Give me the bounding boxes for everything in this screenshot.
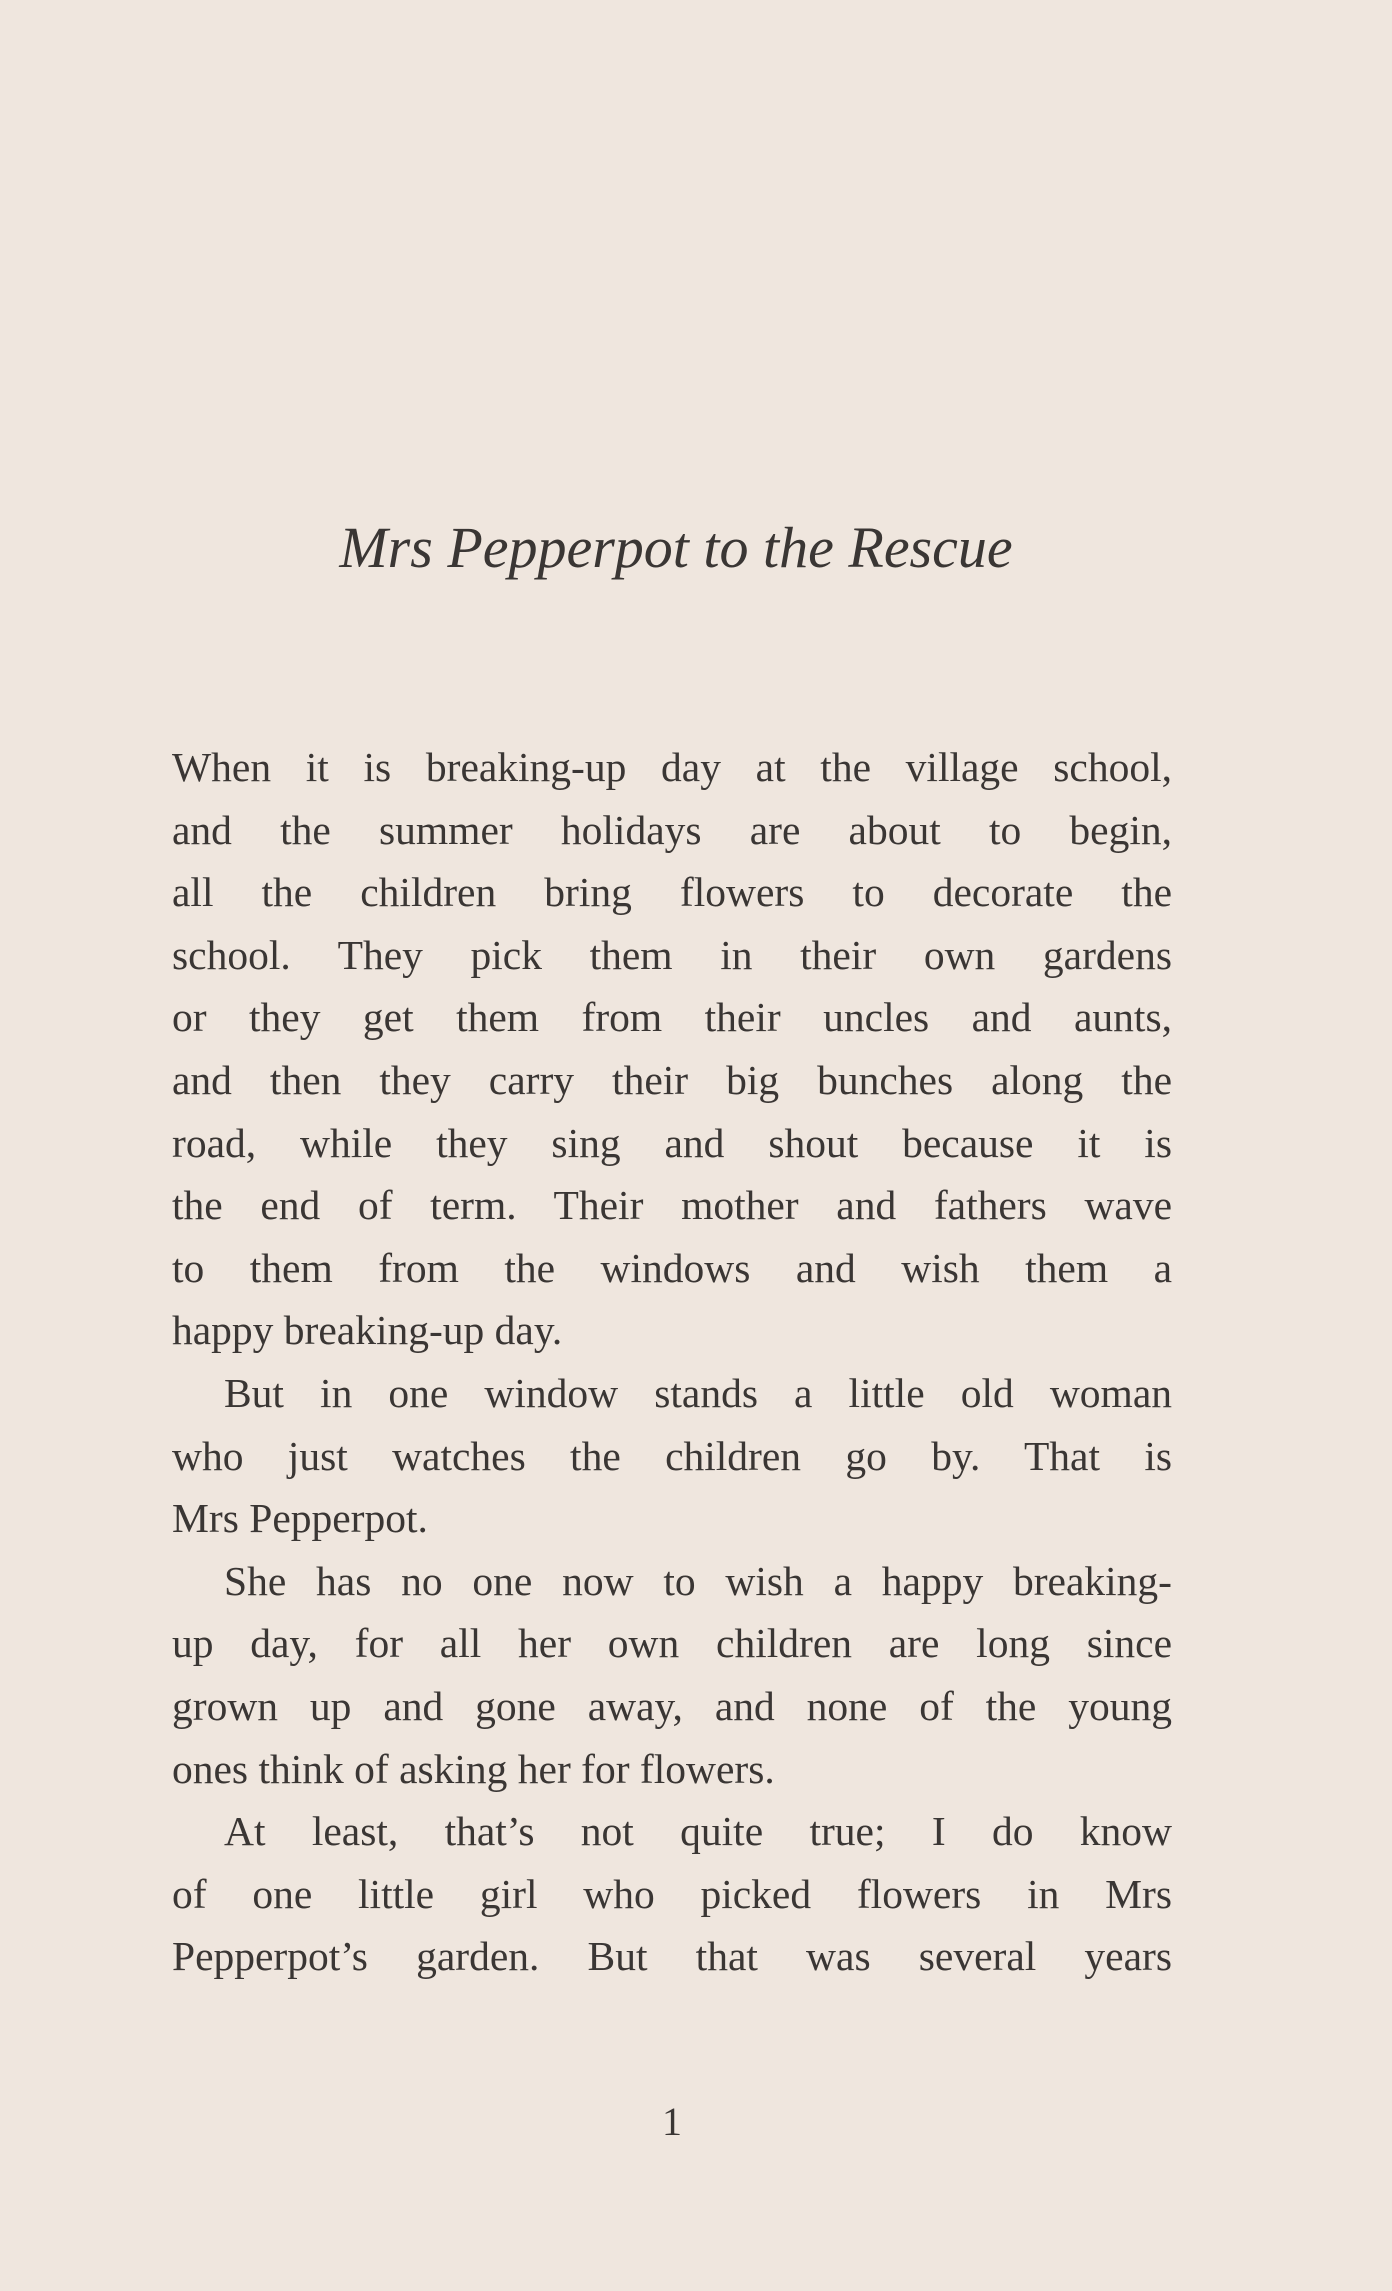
text-line: grown up and gone away, and none of the young (172, 1682, 1172, 1729)
text-line: school. They pick them in their own gardens (172, 931, 1172, 978)
text-line: road, while they sing and shout because it is (172, 1119, 1172, 1166)
text-line: Pepperpot’s garden. But that was several years (172, 1933, 1172, 1980)
text-line: of one little girl who picked flowers in Mrs (172, 1870, 1172, 1917)
text-line: and the summer holidays are about to begin, (172, 806, 1172, 853)
text-line: But in one window stands a little old woman (224, 1369, 1172, 1416)
text-line: or they get them from their uncles and aunts, (172, 994, 1172, 1041)
text-line: ones think of asking her for flowers. (172, 1745, 775, 1792)
text-line: happy breaking-up day. (172, 1307, 563, 1354)
paragraph (172, 1550, 1172, 1800)
text-line: to them from the windows and wish them a (172, 1244, 1172, 1291)
text-line: When it is breaking-up day at the village school, (172, 744, 1172, 790)
text-line: She has no one now to wish a happy breaking- (224, 1557, 1172, 1604)
page-number: 1 (662, 2099, 682, 2144)
paragraph (172, 1800, 1172, 1988)
text-line: up day, for all her own children are long since (172, 1620, 1172, 1667)
body-text (172, 736, 1172, 1988)
text-line: the end of term. Their mother and fathers wave (172, 1182, 1172, 1229)
paragraph (172, 1362, 1172, 1550)
text-line: all the children bring flowers to decorate the (172, 869, 1172, 916)
text-line: At least, that’s not quite true; I do know (224, 1808, 1172, 1855)
chapter-title: Mrs Pepperpot to the Rescue (339, 515, 1013, 580)
text-line: Mrs Pepperpot. (172, 1495, 428, 1542)
text-line: and then they carry their big bunches along the (172, 1056, 1172, 1103)
paragraph (172, 736, 1172, 1362)
text-line: who just watches the children go by. That is (172, 1432, 1172, 1479)
